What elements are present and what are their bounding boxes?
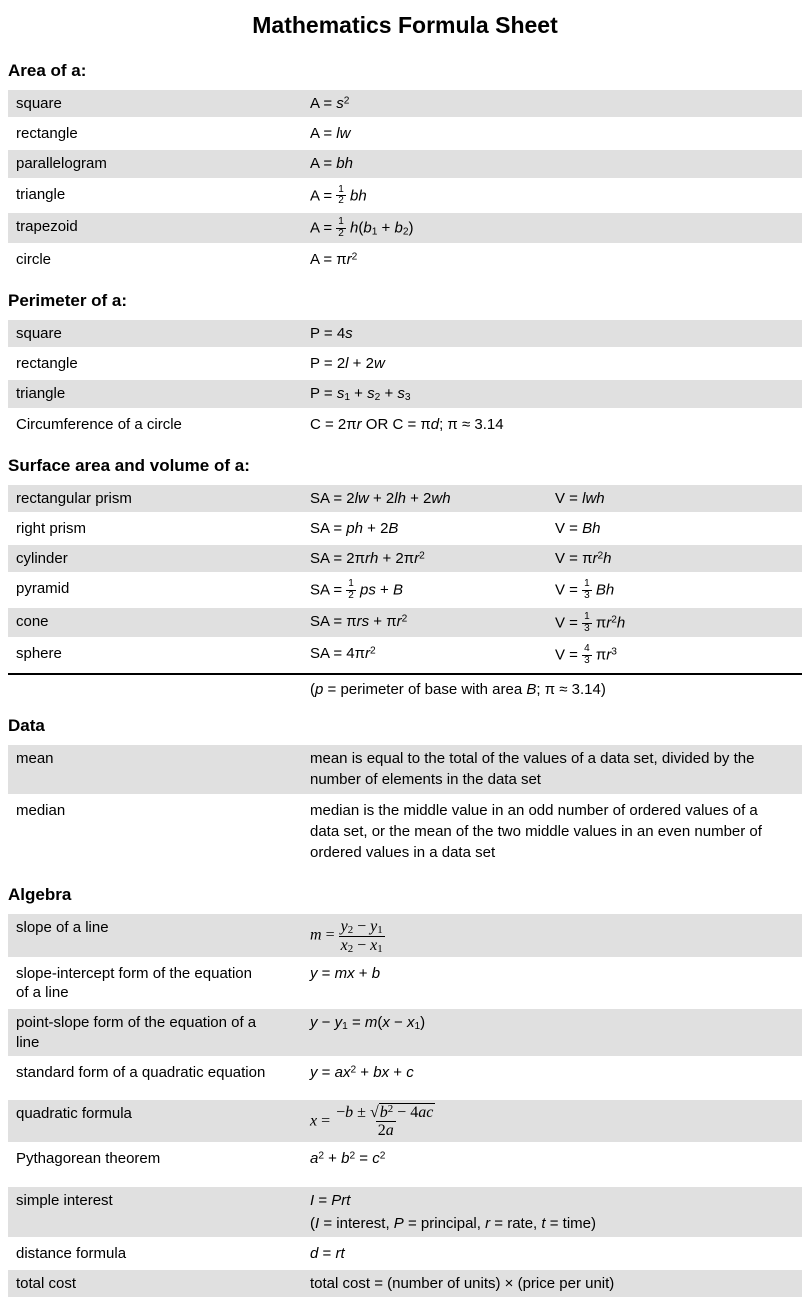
row-formula-volume: V = Bh xyxy=(555,519,601,537)
row-label: square xyxy=(16,324,62,342)
section-heading: Algebra xyxy=(8,885,72,905)
row-formula: A = bh xyxy=(310,155,353,173)
page-title: Mathematics Formula Sheet xyxy=(252,12,558,38)
row-formula-volume: V = lwh xyxy=(555,489,605,507)
section-area xyxy=(8,61,802,273)
formula-row xyxy=(8,1100,802,1143)
formula-row xyxy=(8,1187,802,1237)
row-formula-volume: V = $\frac{4}{3}$ $\pi r^3$ xyxy=(555,643,617,667)
fraction: $\frac{1}{2}$ xyxy=(348,578,354,602)
fraction: $\frac{1}{2}$ xyxy=(338,183,344,207)
row-label: rectangle xyxy=(16,355,78,373)
row-formula: $A = s^2$ xyxy=(310,95,350,112)
row-formula: $a^2 + b^2 = c^2$ xyxy=(310,1150,386,1168)
formula-row xyxy=(8,246,802,273)
row-formula: SA = ph + 2B xyxy=(310,519,399,537)
row-formula-volume: $V = \pi r^2h$ xyxy=(555,550,612,568)
row-formula: C = 2πr OR C = πd; π ≈ 3.14 xyxy=(310,415,504,433)
formula-row xyxy=(8,411,802,438)
sections xyxy=(8,61,802,1297)
section-heading: Area of a: xyxy=(8,61,87,80)
section-divider xyxy=(8,673,802,675)
row-label: quadratic formula xyxy=(16,1104,132,1122)
formula-row xyxy=(8,1059,802,1086)
row-label: circle xyxy=(16,250,52,268)
row-formula: d = rt xyxy=(310,1244,345,1262)
row-formula-volume: V = $\frac{1}{3}$ $\pi r^2h$ xyxy=(555,610,626,634)
formula-row xyxy=(8,745,802,794)
row-formula: $y = ax^2$ + bx + c xyxy=(310,1063,414,1081)
row-label: slope of a line xyxy=(16,919,109,937)
row-description: median is the middle value in an odd number of ordered values of a data set, or the mean of the two middle values in an even number of ordered values in a data set xyxy=(310,802,762,861)
row-label: cone xyxy=(16,612,49,630)
row-formula: SA = $\frac{1}{2}$ ps + B xyxy=(310,578,403,602)
fraction: $\frac{-b \pm √b^2 - 4ac}{2a}$ xyxy=(336,1103,434,1140)
row-label: Pythagorean theorem xyxy=(16,1150,161,1168)
formula-row xyxy=(8,640,802,670)
row-label: rectangle xyxy=(16,125,78,143)
row-formula: $y - y_1 = m(x - x_1)$ xyxy=(310,1014,426,1033)
fraction: $\frac{4}{3}$ xyxy=(584,643,590,667)
row-formula: SA = 2lw + 2lh + 2wh xyxy=(310,489,451,507)
row-label: trapezoid xyxy=(16,218,78,236)
row-label: point-slope form of the equation of a line xyxy=(16,1014,257,1051)
section-heading: Perimeter of a: xyxy=(8,290,128,310)
section-perimeter xyxy=(8,291,802,438)
formula-row xyxy=(8,914,802,957)
row-label: median xyxy=(16,802,66,820)
formula-row xyxy=(8,213,802,243)
row-formula: P = 2l + 2w xyxy=(310,355,385,373)
row-formula: A = $\frac{1}{2}$ bh xyxy=(310,183,367,207)
row-label: Circumference of a circle xyxy=(16,415,182,433)
formula-row xyxy=(8,1270,802,1297)
sqrt-radical: $√b^2 - 4ac$ xyxy=(369,1103,434,1121)
row-formula: SA = $\pi rs + \pi r^2$ xyxy=(310,612,408,630)
fraction: $\frac{1}{2}$ xyxy=(338,216,344,239)
row-label: triangle xyxy=(16,385,66,403)
row-formula: P = 4s xyxy=(310,324,353,342)
section-heading: Surface area and volume of a: xyxy=(8,455,250,475)
section-heading: Data xyxy=(8,716,45,736)
section-algebra xyxy=(8,885,802,1297)
row-formula: total cost = (number of units) × (price per unit) xyxy=(310,1274,615,1292)
row-label: standard form of a quadratic equation xyxy=(16,1063,266,1081)
fraction: $\frac{1}{3}$ xyxy=(584,578,590,602)
formula-row xyxy=(8,608,802,638)
row-formula: A = lw xyxy=(310,125,351,143)
fraction: $\frac{y_2 - y_1}{x_2 - x_1}$ xyxy=(340,918,383,955)
formula-row xyxy=(8,150,802,177)
formula-row xyxy=(8,960,802,1006)
row-label: pyramid xyxy=(16,580,70,598)
section-surface-volume xyxy=(8,456,802,698)
row-label: total cost xyxy=(16,1274,77,1292)
row-label: rectangular prism xyxy=(16,489,132,507)
row-label: parallelogram xyxy=(16,155,107,173)
row-formula: x = $\frac{-b \pm √b^2 - 4ac}{2a}$ xyxy=(310,1103,555,1140)
formula-row xyxy=(8,1240,802,1267)
row-formula: SA = $2\pi rh + 2\pi r^2$ xyxy=(310,550,425,568)
formula-row xyxy=(8,320,802,347)
row-formula-volume: V = $\frac{1}{3}$ Bh xyxy=(555,578,615,602)
row-formula: SA = $4\pi r^2$ xyxy=(310,645,376,663)
formula-row xyxy=(8,485,802,512)
row-label: mean xyxy=(16,750,54,768)
formula-row xyxy=(8,120,802,147)
section-footnote: (p = perimeter of base with area B; π ≈ 3.14) xyxy=(310,681,606,699)
row-formula: A = $\frac{1}{2}$ $h(b_1 + b_2)$ xyxy=(310,216,414,239)
fraction: $\frac{1}{3}$ xyxy=(584,610,590,634)
formula-row xyxy=(8,575,802,605)
row-label: simple interest xyxy=(16,1191,113,1209)
section-data xyxy=(8,716,802,867)
formula-row xyxy=(8,1145,802,1172)
formula-row xyxy=(8,515,802,542)
row-formula: m = $\frac{y_2 - y_1}{x_2 - x_1}$ xyxy=(310,918,383,955)
formula-row xyxy=(8,1009,802,1055)
formula-row xyxy=(8,797,802,867)
row-label: slope-intercept form of the equation of a line xyxy=(16,965,252,1002)
row-label: right prism xyxy=(16,519,87,537)
row-formula: y = mx + b xyxy=(310,965,381,982)
formula-row xyxy=(8,90,802,117)
formula-row xyxy=(8,181,802,211)
row-formula: $P = s_1 + s_2 + s_3$ xyxy=(310,385,411,404)
row-label: distance formula xyxy=(16,1244,127,1262)
row-formula: I = Prt (I = interest, P = principal, r = rate, t = time) xyxy=(310,1191,596,1233)
row-formula: $A = \pi r^2$ xyxy=(310,250,358,268)
formula-row xyxy=(8,350,802,377)
row-description: mean is equal to the total of the values of a data set, divided by the number of elements in the data set xyxy=(310,750,755,788)
row-label: cylinder xyxy=(16,550,68,568)
row-label: triangle xyxy=(16,185,66,203)
formula-note: (I = interest, P = principal, r = rate, t = time) xyxy=(310,1215,596,1233)
formula-row xyxy=(8,545,802,572)
row-label: square xyxy=(16,95,62,112)
formula-row xyxy=(8,380,802,407)
row-label: sphere xyxy=(16,645,62,663)
